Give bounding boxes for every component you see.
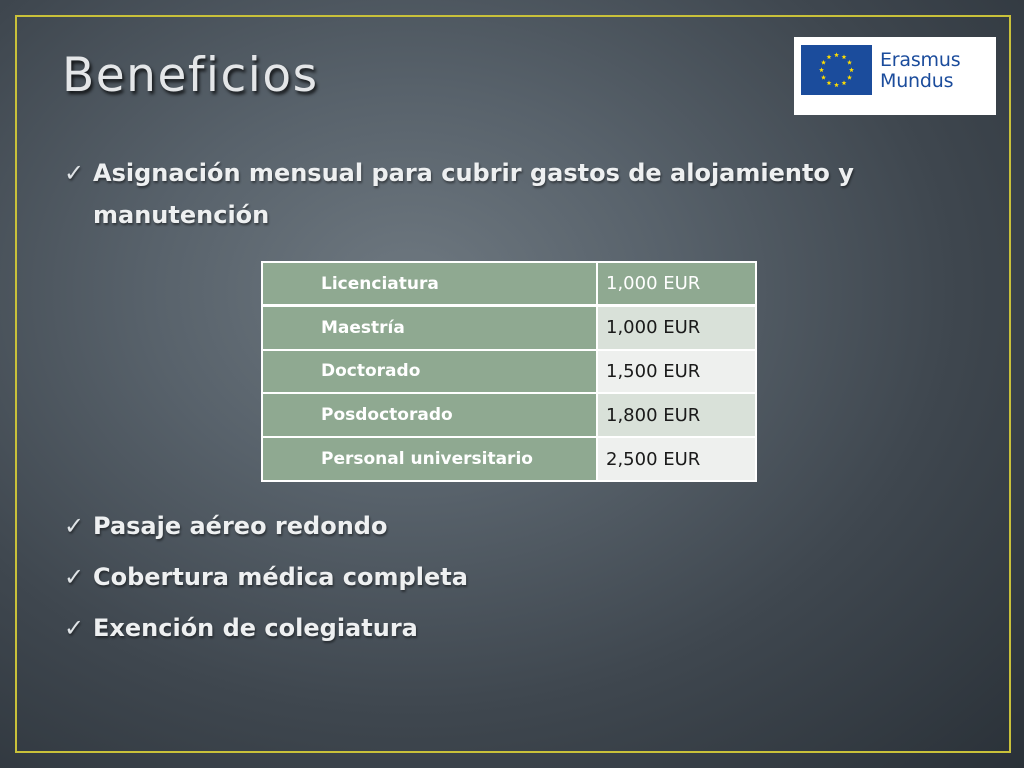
slide-title: Beneficios xyxy=(62,48,319,103)
table-row xyxy=(262,306,756,350)
bullet-item xyxy=(62,603,468,654)
bullet-item xyxy=(62,552,468,603)
table-row xyxy=(262,393,756,437)
table-cell-level: Doctorado xyxy=(262,350,597,394)
bullet-text: Pasaje aéreo redondo xyxy=(93,512,388,540)
table-cell-amount: 1,000 EUR xyxy=(597,262,756,306)
bullet-text: Asignación mensual para cubrir gastos de alojamiento y manutención xyxy=(93,159,854,229)
checkmark-icon: ✓ xyxy=(64,614,85,642)
eu-flag-icon xyxy=(801,45,872,95)
checkmark-icon: ✓ xyxy=(64,159,85,187)
grant-table-container xyxy=(261,261,757,482)
checkmark-icon: ✓ xyxy=(64,563,85,591)
bullet-list-top xyxy=(62,152,952,236)
table-cell-amount: 1,000 EUR xyxy=(597,306,756,350)
logo-text-line2: Mundus xyxy=(880,70,954,92)
erasmus-mundus-logo xyxy=(794,37,996,115)
table-cell-level: Licenciatura xyxy=(262,262,597,306)
table-cell-amount: 1,800 EUR xyxy=(597,393,756,437)
table-cell-amount: 2,500 EUR xyxy=(597,437,756,481)
table-row xyxy=(262,262,756,306)
grant-table xyxy=(261,261,757,482)
logo-text-line1: Erasmus xyxy=(880,49,961,71)
bullet-item xyxy=(62,501,468,552)
bullet-text: Cobertura médica completa xyxy=(93,563,468,591)
table-row xyxy=(262,437,756,481)
bullet-text: Exención de colegiatura xyxy=(93,614,418,642)
bullet-item xyxy=(62,152,952,236)
table-cell-level: Posdoctorado xyxy=(262,393,597,437)
table-cell-amount: 1,500 EUR xyxy=(597,350,756,394)
logo-wordmark xyxy=(880,50,960,92)
checkmark-icon: ✓ xyxy=(64,512,85,540)
table-row xyxy=(262,350,756,394)
table-cell-level: Personal universitario xyxy=(262,437,597,481)
table-cell-level: Maestría xyxy=(262,306,597,350)
bullet-list-bottom xyxy=(62,501,468,654)
